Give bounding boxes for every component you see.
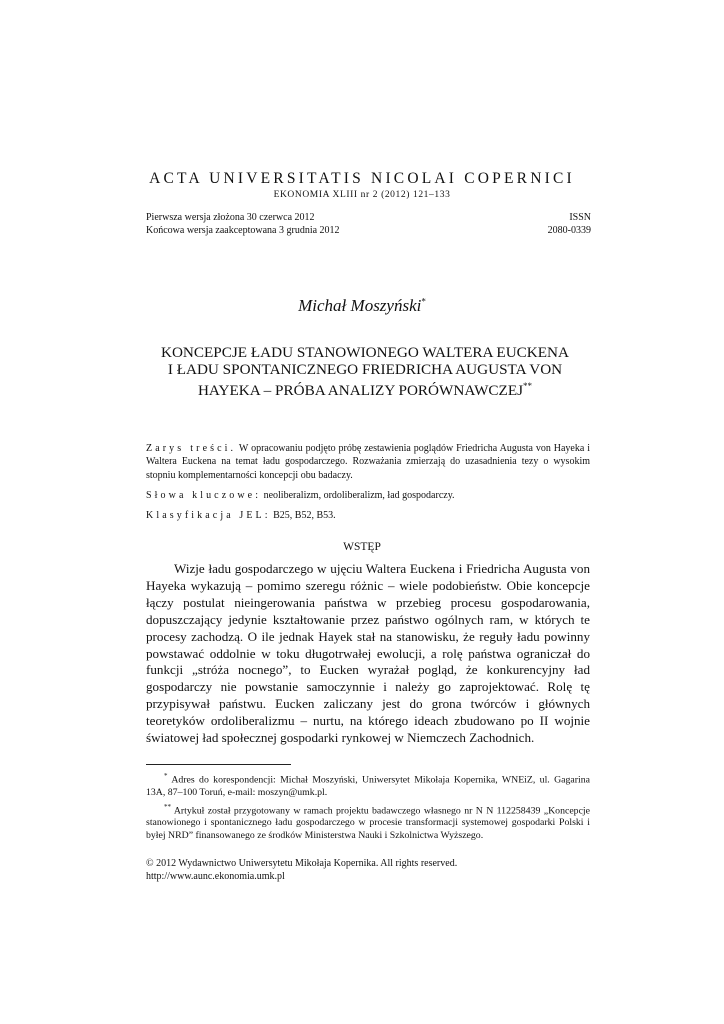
title-line-2: I ŁADU SPONTANICZNEGO FRIEDRICHA AUGUSTA VON bbox=[167, 361, 563, 379]
footnote-2-text: Artykuł został przygotowany w ramach projektu badawczego własnego nr N N 112258439 „Koncepcje stanowionego i spontanicznego ładu gospodarczego w procesie transformacji systemowej gospodarki Polski i byłej NRD” finansowanego ze środków Ministerstwa Nauki i Szkolnictwa Wyższego. bbox=[146, 805, 590, 841]
section-heading: WSTĘP bbox=[343, 541, 381, 553]
abstract-jel bbox=[146, 509, 590, 522]
copyright-block bbox=[146, 858, 457, 883]
footnote-2-mark: ** bbox=[164, 802, 171, 811]
issue-info: EKONOMIA XLIII nr 2 (2012) 121–133 bbox=[273, 190, 451, 200]
article-title bbox=[130, 344, 600, 400]
body-paragraph: Wizje ładu gospodarczego w ujęciu Waltera Euckena i Friedricha Augusta von Hayeka wykazują – pomimo szeregu różnic – wiele podobieństw. Obie koncepcje łączy postulat nieingerowania państwa w przebieg procesu gospodarowania, dopuszczający jedynie kształtowanie przez państwo ogólnych ram, w których te procesy zachodzą. O ile jednak Hayek stał na stanowisku, że reguły ładu powinny powstawać oddolnie w toku długotrwałej ewolucji, a rolę państwa ograniczał do funkcji „stróża nocnego”, to Eucken wyrażał pogląd, że konkurencyjny ład gospodarczy nie powstanie samoczynnie i należy go zaprojektować. Rolę tę przypisywał państwu. Eucken zaliczany jest do grona twórców i głównych teoretyków ordoliberalizmu – nurtu, na którego ideach zbudowano po II wojnie światowej ład społecznej gospodarki rynkowej w Niemczech Zachodnich. bbox=[146, 561, 590, 746]
journal-url[interactable]: http://www.aunc.ekonomia.umk.pl bbox=[146, 870, 285, 882]
journal-title: ACTA UNIVERSITATIS NICOLAI COPERNICI bbox=[149, 170, 575, 187]
title-line-1: KONCEPCJE ŁADU STANOWIONEGO WALTERA EUCKENA bbox=[161, 344, 569, 361]
final-version-date: Końcowa wersja zaakceptowana 3 grudnia 2012 bbox=[146, 224, 340, 236]
footnote-2 bbox=[146, 801, 590, 842]
author-name: Michał Moszyński bbox=[298, 296, 422, 315]
keywords-label: Słowa kluczowe: bbox=[146, 489, 262, 501]
author-line bbox=[0, 296, 724, 316]
title-line-3: HAYEKA – PRÓBA ANALIZY PORÓWNAWCZEJ bbox=[197, 382, 524, 400]
summary-text: W opracowaniu podjęto próbę zestawienia poglądów Friedricha Augusta von Hayeka i Waltera Euckena na temat ładu gospodarczego. Rozważania zmierzają do uzasadnienia tezy o wysokim stopniu komplementarności koncepcji obu badaczy. bbox=[146, 443, 590, 481]
jel-text: B25, B52, B53. bbox=[273, 510, 336, 522]
abstract-summary bbox=[146, 442, 590, 482]
submission-dates bbox=[146, 212, 340, 237]
jel-label: Klasyfikacja JEL: bbox=[146, 510, 271, 522]
footnote-1-mark: * bbox=[164, 772, 168, 780]
issn-value: 2080-0339 bbox=[547, 224, 591, 236]
first-version-date: Pierwsza wersja złożona 30 czerwca 2012 bbox=[146, 212, 315, 223]
copyright-notice: © 2012 Wydawnictwo Uniwersytetu Mikołaja Kopernika. All rights reserved. bbox=[146, 858, 458, 869]
keywords-text: neoliberalizm, ordoliberalizm, ład gospodarczy. bbox=[263, 489, 455, 501]
issn-block bbox=[548, 212, 591, 237]
abstract-keywords bbox=[146, 489, 590, 502]
abstract-block bbox=[146, 442, 590, 529]
title-footnote-mark: ** bbox=[523, 381, 533, 392]
author-footnote-mark: * bbox=[421, 296, 426, 307]
footnotes bbox=[146, 770, 590, 844]
footnote-divider bbox=[146, 764, 291, 765]
body-text bbox=[146, 561, 590, 747]
footnote-1 bbox=[146, 770, 590, 799]
footnote-1-text: Adres do korespondencji: Michał Moszyński, Uniwersytet Mikołaja Kopernika, WNEiZ, ul. Gagarina 13A, 87–100 Toruń, e-mail: moszyn@umk.pl. bbox=[146, 774, 590, 798]
issn-label: ISSN bbox=[569, 212, 591, 223]
summary-label: Zarys treści. bbox=[146, 443, 237, 454]
